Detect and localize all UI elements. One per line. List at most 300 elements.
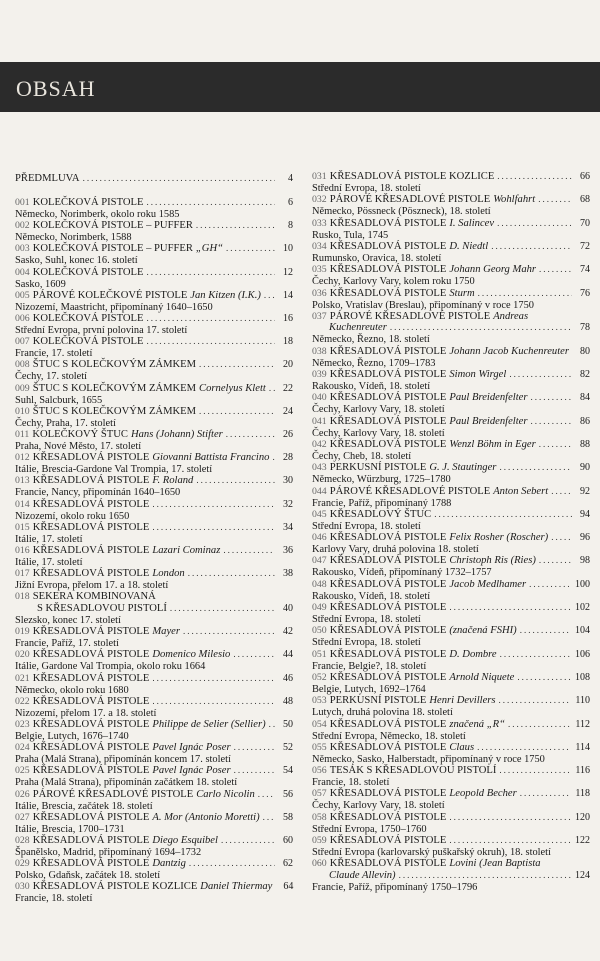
leader-dots <box>539 438 572 451</box>
toc-entry-line <box>15 672 293 685</box>
toc-entry <box>15 312 293 337</box>
entry-number: 027 <box>15 811 30 823</box>
entry-page: 80 <box>580 345 590 357</box>
leader-dots <box>196 474 275 487</box>
entry-number: 029 <box>15 858 30 870</box>
toc-entry <box>15 625 293 650</box>
leader-dots <box>531 391 573 404</box>
leader-dots <box>83 172 275 185</box>
entry-author: Dantzig <box>152 858 186 870</box>
entry-location: Itálie, 17. století <box>15 533 83 545</box>
toc-entry-line <box>15 544 293 557</box>
entry-number: 047 <box>312 555 327 567</box>
preface-title: PŘEDMLUVA <box>15 173 80 184</box>
entry-page: 66 <box>580 171 590 182</box>
entry-page: 110 <box>575 695 590 707</box>
entry-number: 019 <box>15 626 30 638</box>
entry-author: Claus <box>449 741 475 753</box>
entry-title: KŘESADLOVÁ PISTOLE <box>32 672 150 684</box>
toc-entry-line <box>15 811 293 824</box>
entry-title: PÁROVÉ KŘESADLOVÉ PISTOLE <box>329 485 491 497</box>
entry-location: Střední Evropa (karlovarský puškařský okruh), 18. století <box>312 847 551 859</box>
toc-entry-line <box>15 451 293 464</box>
toc-entry-line <box>312 531 590 544</box>
entry-location: Střední Evropa, 1750–1760 <box>312 823 427 835</box>
entry-title: KŘESADLOVÁ PISTOLE <box>32 521 150 533</box>
entry-number: 006 <box>15 313 30 324</box>
toc-entry <box>15 602 293 627</box>
leader-dots <box>551 485 572 498</box>
entry-location: Francie, 18. století <box>312 777 390 789</box>
toc-entry-line <box>312 554 590 567</box>
entry-title: KŘESADLOVÁ PISTOLE <box>32 649 150 661</box>
toc-entry <box>15 857 293 882</box>
entry-location: Itálie, Brescia, začátek 18. století <box>15 800 153 812</box>
entry-page: 48 <box>283 695 293 707</box>
leader-dots <box>531 415 573 428</box>
leader-dots <box>500 648 571 661</box>
entry-page: 124 <box>575 870 590 881</box>
toc-entry-line <box>312 869 590 882</box>
toc-entry <box>15 451 293 476</box>
entry-page: 62 <box>283 858 293 870</box>
entry-location: Francie, Nancy, připomínán 1640–1650 <box>15 487 181 499</box>
entry-page: 100 <box>575 578 590 590</box>
toc-entry <box>15 834 293 859</box>
entry-author: Jan Kitzen (I.K.) <box>190 289 261 301</box>
toc-entry-line <box>312 263 590 276</box>
entry-title: S KŘESADLOVOU PISTOLÍ <box>37 603 167 614</box>
entry-title: KŘESADLOVÁ PISTOLE <box>329 240 447 252</box>
page-title: OBSAH <box>16 76 96 101</box>
entry-number: 055 <box>312 741 327 753</box>
leader-dots <box>399 869 571 882</box>
entry-title: KŘESADLOVÁ PISTOLE <box>329 648 447 660</box>
entry-location: Španělsko, Madrid, připomínaný 1694–1732 <box>15 847 202 858</box>
entry-number: 011 <box>15 429 30 440</box>
toc-entry-line <box>15 196 293 209</box>
entry-location: Čechy, Karlovy Vary, kolem roku 1750 <box>312 276 475 288</box>
entry-author: Cornelyus Klett <box>199 382 266 394</box>
entry-title: KŘESADLOVÁ PISTOLE <box>329 532 447 544</box>
toc-entry <box>15 196 293 221</box>
entry-location: Praha (Malá Strana), připomínán koncem 17. století <box>15 754 231 766</box>
entry-page: 6 <box>288 197 293 208</box>
entry-number: 013 <box>15 475 30 487</box>
entry-title: KŘESADLOVÁ PISTOLE <box>329 392 447 404</box>
entry-number: 025 <box>15 765 30 777</box>
leader-dots <box>234 741 275 754</box>
entry-page: 28 <box>283 452 293 464</box>
toc-entry-line <box>312 170 590 183</box>
entry-number: 042 <box>312 438 327 450</box>
entry-title: KŘESADLOVÝ ŠTUC <box>329 508 432 520</box>
entry-number: 001 <box>15 197 30 208</box>
toc-entry <box>15 405 293 430</box>
entry-location: Polsko, Gdaňsk, začátek 18. století <box>15 870 161 882</box>
toc-entry-line <box>15 741 293 754</box>
entry-number: 049 <box>312 602 327 614</box>
entry-title: KŘESADLOVÁ PISTOLE <box>32 568 150 580</box>
entry-page: 16 <box>283 313 293 324</box>
toc-entry <box>312 869 590 894</box>
toc-entry-line <box>15 405 293 418</box>
entry-location: Praha, Nové Město, 17. století <box>15 441 142 452</box>
entry-number: 045 <box>312 508 327 520</box>
toc-entry <box>312 461 590 486</box>
entry-title: KŘESADLOVÁ PISTOLE <box>32 765 150 777</box>
entry-title: KŘESADLOVÁ PISTOLE <box>329 578 447 590</box>
toc-entry-line <box>15 880 293 893</box>
toc-entry-line <box>15 382 293 395</box>
entry-page: 14 <box>283 289 293 301</box>
entry-page: 84 <box>580 392 590 404</box>
entry-author: Pavel Ignác Poser <box>152 765 231 777</box>
entry-author: F. Roland <box>152 475 194 487</box>
toc-entry-line <box>312 578 590 591</box>
entry-number: 028 <box>15 835 30 846</box>
entry-location: Rakousko, Vídeň, připomínaný 1732–1757 <box>312 567 492 579</box>
leader-dots <box>434 508 572 521</box>
leader-dots <box>508 718 571 731</box>
leader-dots <box>234 764 275 777</box>
entry-number: 038 <box>312 345 327 357</box>
entry-location: Čechy, Cheb, 18. století <box>312 450 412 462</box>
entry-title: PERKUSNÍ PISTOLE <box>329 695 427 707</box>
entry-page: 102 <box>575 602 590 614</box>
entry-number: 005 <box>15 289 30 301</box>
entry-location: Rakousko, Vídeň, 18. století <box>312 381 431 393</box>
toc-entry-line <box>15 602 293 615</box>
entry-number: 014 <box>15 498 30 510</box>
toc-entry-line <box>15 266 293 279</box>
entry-page: 120 <box>575 811 590 823</box>
toc-entry-line <box>312 671 590 684</box>
entry-location: Německo, Řezno, 18. století <box>312 334 430 346</box>
toc-entry <box>15 811 293 836</box>
entry-author: Giovanni Battista Francino <box>152 452 270 464</box>
entry-location: Střední Evropa, 18. století <box>312 637 421 649</box>
entry-author: G. J. Stautinger <box>429 462 497 474</box>
leader-dots <box>152 498 275 511</box>
toc-entry <box>312 508 590 533</box>
entry-number: 017 <box>15 568 30 580</box>
entry-page: 112 <box>575 718 590 730</box>
entry-number: 002 <box>15 220 30 232</box>
entry-location: Belgie, Lutych, 1676–1740 <box>15 731 129 742</box>
entry-title: KOLEČKOVÁ PISTOLE <box>32 266 144 278</box>
entry-title: KŘESADLOVÁ PISTOLE <box>32 626 150 638</box>
entry-title: KŘESADLOVÁ PISTOLE <box>32 545 150 556</box>
entry-title: KŘESADLOVÁ PISTOLE <box>32 475 150 487</box>
leader-dots <box>269 718 275 731</box>
entry-author: Lazari Cominaz <box>152 545 221 556</box>
toc-entry-line <box>312 648 590 661</box>
leader-dots <box>152 695 275 708</box>
entry-location: Střední Evropa, první polovina 17. století <box>15 325 188 336</box>
entry-title: KOLEČKOVÁ PISTOLE – PUFFER <box>32 243 193 255</box>
entry-title: KŘESADLOVÁ PISTOLE <box>329 264 447 276</box>
entry-title: KŘESADLOVÁ PISTOLE <box>329 811 447 823</box>
entry-number: 008 <box>15 359 30 371</box>
toc-entry <box>15 648 293 673</box>
entry-title: PÁROVÉ KŘESADLOVÉ PISTOLE <box>329 194 491 206</box>
toc-entry-line <box>312 508 590 521</box>
entry-number: 023 <box>15 719 30 730</box>
toc-entry-line <box>312 368 590 381</box>
toc-entry <box>312 601 590 626</box>
entry-location: Čechy, Praha, 17. století <box>15 417 116 429</box>
leader-dots <box>509 368 572 381</box>
entry-page: 36 <box>283 545 293 556</box>
toc-entry <box>312 578 590 603</box>
entry-number: 012 <box>15 452 30 464</box>
leader-dots <box>146 266 275 279</box>
entry-page: 32 <box>283 498 293 510</box>
entry-location: Slezsko, konec 17. století <box>15 615 121 626</box>
toc-entry <box>312 321 590 346</box>
entry-page: 38 <box>283 568 293 580</box>
leader-dots <box>223 544 275 557</box>
entry-page: 118 <box>575 788 590 800</box>
toc-entry-line <box>312 624 590 637</box>
entry-number: 048 <box>312 578 327 590</box>
entry-number: 031 <box>312 171 327 182</box>
entry-title: ŠTUC S KOLEČKOVÝM ZÁMKEM <box>32 405 197 417</box>
entry-location: Čechy, 17. století <box>15 371 88 383</box>
entry-page: 56 <box>283 788 293 800</box>
entry-number: 060 <box>312 858 327 870</box>
entry-author: Kuchenreuter <box>329 322 387 334</box>
entry-author: Diego Esquibel <box>152 835 218 846</box>
entry-number: 022 <box>15 695 30 707</box>
toc-entry-line <box>15 695 293 708</box>
entry-title: KŘESADLOVÁ PISTOLE <box>32 498 150 510</box>
entry-author: (značená FSHI) <box>449 625 517 637</box>
toc-entry <box>312 764 590 789</box>
entry-author: I. Salincev <box>449 217 495 229</box>
toc-entry <box>15 474 293 499</box>
toc-entry <box>15 289 293 314</box>
entry-author: Daniel Thiermay <box>200 881 273 893</box>
entry-title: KŘESADLOVÁ PISTOLE <box>329 858 447 870</box>
entry-page: 76 <box>580 287 590 299</box>
toc-entry <box>312 554 590 579</box>
entry-page: 90 <box>580 462 590 474</box>
leader-dots <box>478 287 572 300</box>
entry-author: Sturm <box>449 287 475 299</box>
toc-entry-line <box>312 345 590 358</box>
entry-author: Wohlfahrt <box>493 194 536 206</box>
entry-title: KŘESADLOVÁ PISTOLE <box>32 719 150 730</box>
entry-page: 78 <box>580 322 590 334</box>
entry-title: KŘESADLOVÁ PISTOLE KOZLICE <box>329 171 495 182</box>
entry-title: KŘESADLOVÁ PISTOLE <box>32 835 150 846</box>
entry-location: Střední Evropa, Německo, 18. století <box>312 730 466 742</box>
toc-entry-line <box>15 834 293 847</box>
leader-dots <box>170 602 275 615</box>
entry-page: 114 <box>575 741 590 753</box>
leader-dots <box>551 531 572 544</box>
leader-dots <box>449 811 571 824</box>
toc-entry-line <box>312 438 590 451</box>
entry-page: 18 <box>283 336 293 348</box>
entry-author: Hans (Johann) Stifter <box>130 429 223 440</box>
entry-location: Čechy, Karlovy Vary, 18. století <box>312 404 445 416</box>
entry-number: 021 <box>15 672 30 684</box>
entry-page: 58 <box>283 811 293 823</box>
toc-entry-line <box>312 287 590 300</box>
entry-number: 043 <box>312 462 327 474</box>
toc-entry <box>312 391 590 416</box>
entry-location: Itálie, Brescia, 1700–1731 <box>15 823 125 835</box>
leader-dots <box>226 428 275 441</box>
toc-entry-line <box>15 625 293 638</box>
entry-title: KŘESADLOVÁ PISTOLE <box>329 625 447 637</box>
entry-title: ŠTUC S KOLEČKOVÝM ZÁMKEM <box>32 382 197 394</box>
toc-entry-line <box>312 461 590 474</box>
entry-page: 68 <box>580 194 590 206</box>
leader-dots <box>449 601 571 614</box>
entry-location: Německo, Sasko, Halberstadt, připomínaný v roce 1750 <box>312 753 545 765</box>
entry-location: Itálie, Gardone Val Trompia, okolo roku 1664 <box>15 661 206 673</box>
entry-page: 40 <box>283 603 293 614</box>
entry-title: KŘESADLOVÁ PISTOLE <box>329 345 447 357</box>
toc-entry-line <box>312 321 590 334</box>
toc-entry-line <box>15 567 293 580</box>
entry-location: Čechy, Karlovy Vary, 18. století <box>312 427 445 439</box>
entry-author: Felix Rosher (Roscher) <box>449 532 549 544</box>
toc-entry <box>312 287 590 312</box>
entry-author: Johann Georg Mahr <box>449 264 537 276</box>
leader-dots <box>258 788 275 801</box>
entry-title: KŘESADLOVÁ PISTOLE <box>329 555 447 567</box>
toc-entry-preface <box>15 172 293 185</box>
entry-page: 116 <box>575 765 590 777</box>
entry-page: 30 <box>283 475 293 487</box>
entry-author: Carlo Nicolin <box>196 788 255 800</box>
leader-dots <box>188 567 275 580</box>
toc-entry-line <box>312 217 590 230</box>
toc-entry <box>15 788 293 813</box>
toc-entry-line <box>312 834 590 847</box>
entry-page: 42 <box>283 626 293 638</box>
entry-author: Wenzl Böhm in Eger <box>449 438 536 450</box>
entry-location: Sasko, Suhl, konec 16. století <box>15 255 138 267</box>
toc-entry-line <box>312 485 590 498</box>
entry-location: Německo, Řezno, 1709–1783 <box>312 357 436 369</box>
leader-dots <box>499 764 571 777</box>
entry-number: 040 <box>312 392 327 404</box>
toc-entry <box>15 521 293 546</box>
leader-dots <box>146 335 275 348</box>
entry-author: Andreas <box>493 310 529 322</box>
entry-number: 018 <box>15 591 30 603</box>
entry-number: 057 <box>312 788 327 800</box>
entry-page: 26 <box>283 429 293 440</box>
entry-title: PERKUSNÍ PISTOLE <box>329 462 427 474</box>
entry-author: Domenico Milesio <box>152 649 231 661</box>
leader-dots <box>491 240 572 253</box>
toc-entry-line <box>15 764 293 777</box>
leader-dots <box>199 358 275 371</box>
entry-title: KŘESADLOVÁ PISTOLE <box>329 287 447 299</box>
toc-entry <box>15 672 293 697</box>
entry-page: 88 <box>580 438 590 450</box>
entry-number: 030 <box>15 881 30 893</box>
toc-entry-line <box>312 601 590 614</box>
leader-dots <box>189 857 275 870</box>
toc-entry <box>312 718 590 743</box>
toc-entry-line <box>15 335 293 348</box>
entry-page: 96 <box>580 532 590 544</box>
entry-author: Lovini (Jean Baptista <box>449 858 541 870</box>
entry-number: 020 <box>15 649 30 661</box>
leader-dots <box>196 219 275 232</box>
toc-entry <box>15 544 293 569</box>
toc-entry-line <box>312 741 590 754</box>
toc-entry <box>312 694 590 719</box>
entry-location: Francie, Paříž, 17. století <box>15 638 119 650</box>
entry-location: Německo, Norimberk, 1588 <box>15 232 132 244</box>
toc-entry-line <box>312 787 590 800</box>
toc-entry <box>312 240 590 265</box>
entry-number: 056 <box>312 765 327 777</box>
entry-title: KŘESADLOVÁ PISTOLE <box>329 369 447 381</box>
entry-page: 72 <box>580 240 590 252</box>
entry-page: 86 <box>580 415 590 427</box>
entry-page: 64 <box>283 881 294 893</box>
entry-location: Polsko, Vratislav (Breslau), připomínaný v roce 1750 <box>312 299 534 311</box>
toc-entry-line <box>312 193 590 206</box>
entry-title: KŘESADLOVÁ PISTOLE <box>32 452 150 464</box>
toc-entry <box>15 764 293 789</box>
toc-entry <box>312 170 590 195</box>
entry-author: „GH“ <box>195 243 223 255</box>
toc-entry <box>15 428 293 453</box>
entry-title: KŘESADLOVÁ PISTOLE <box>329 415 447 427</box>
leader-dots <box>233 648 275 661</box>
toc-entry <box>15 741 293 766</box>
leader-dots <box>449 834 571 847</box>
entry-page: 92 <box>580 485 590 497</box>
entry-number: 009 <box>15 382 30 394</box>
entry-location: Suhl, Salcburk, 1655 <box>15 394 103 406</box>
toc-entry <box>312 787 590 812</box>
toc-entry <box>15 266 293 291</box>
entry-author: Leopold Becher <box>449 788 517 800</box>
entry-number: 010 <box>15 405 30 417</box>
entry-number: 041 <box>312 415 327 427</box>
toc-entry <box>15 718 293 743</box>
leader-dots <box>183 625 275 638</box>
toc-entry <box>312 263 590 288</box>
toc-entry-line <box>15 648 293 661</box>
entry-page: 70 <box>580 217 590 229</box>
toc-entry <box>15 358 293 383</box>
entry-location: Sasko, 1609 <box>15 278 66 290</box>
entry-author: Paul Breidenfelter <box>449 415 528 427</box>
entry-page: 94 <box>580 508 590 520</box>
toc-entry-line <box>15 312 293 325</box>
entry-author: Christoph Ris (Ries) <box>449 555 536 567</box>
entry-title: KŘESADLOVÁ PISTOLE <box>32 742 150 754</box>
entry-title: TESÁK S KŘESADLOVOU PISTOLÍ <box>329 765 497 777</box>
entry-number: 044 <box>312 485 327 497</box>
entry-location: Itálie, 17. století <box>15 557 83 568</box>
entry-page: 106 <box>575 648 590 660</box>
entry-title: KOLEČKOVÁ PISTOLE <box>32 336 144 348</box>
